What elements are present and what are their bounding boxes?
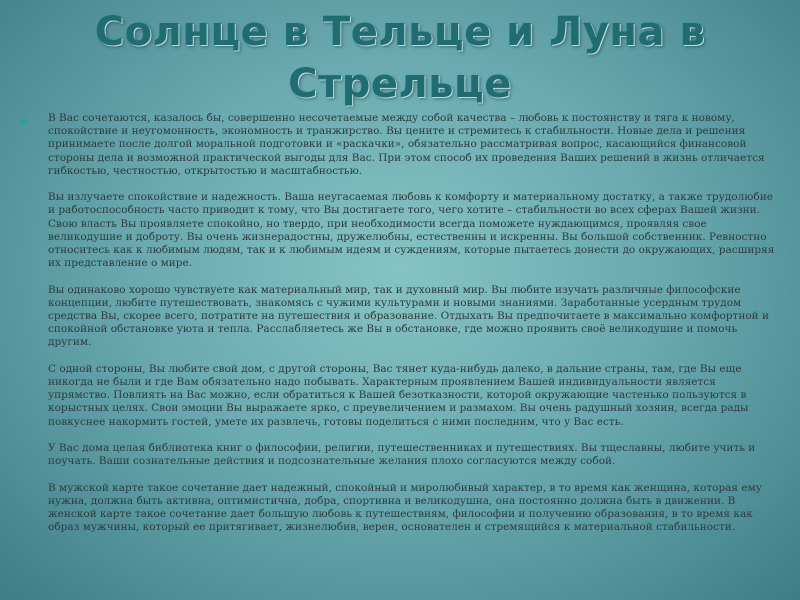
bullet-dot-icon: [20, 118, 27, 125]
paragraph: С одной стороны, Вы любите свой дом, с другой стороны, Вас тянет куда-нибудь далеко, в дальние страны, там, где Вы еще никогда не были и где Вам обязательно надо побывать. Характерным проявлением Вашей индивидуальности является упрямство. Повлиять на Вас можно, если обратиться к Вашей безотказности, которой окружающие частенько пользуются в корыстных целях. Свои эмоции Вы выражаете ярко, с преувеличением и размахом. Вы очень радушный хозяин, всегда рады повкуснее накормить гостей, умете их развлечь, готовы поделиться с ними последним, что у Вас есть.: [48, 362, 749, 428]
paragraph: В мужской карте такое сочетание дает надежный, спокойный и миролюбивый характер, в то время как женщина, которая ему нужна, должна быть активна, оптимистична, добра, спортивна и великодушна, она постоянно должна быть в движении. В женской карте такое сочетание дает большую любовь к путешествиям, философии и получению образования, в то время как образ мужчины, который ее притягивает, жизнелюбив, верен, основателен и стремящийся к материальной стабильности.: [48, 481, 762, 534]
slide-title: Солнце в Тельце и Луна в Стрельце: [94, 9, 706, 107]
paragraph: Вы одинаково хорошо чувствуете как материальный мир, так и духовный мир. Вы любите изучать различные философские концепции, любите путешествовать, знакомясь с чужими культурами и новыми знаниями. Заработанные усердным трудом средства Вы, скорее всего, потратите на путешествия и образование. Отдыхать Вы предпочитаете в максимально комфортной и спокойной обстановке уюта и тепла. Расслабляетесь же Вы в обстановке, где можно проявить своё великодушие и помочь другим.: [48, 283, 770, 349]
slide-body: [48, 112, 780, 548]
paragraph: У Вас дома целая библиотека книг о философии, религии, путешественниках и путешествиях. Вы тщеславны, любите учить и поучать. Ваши сознательные действия и подсознательные желания плохо согласуются между собой.: [48, 442, 756, 468]
paragraph: Вы излучаете спокойствие и надежность. Ваша неугасаемая любовь к комфорту и материальному достатку, а также трудолюбие и работоспособность часто приводит к тому, что Вы достигаете того, чего хотите – стабильности во всех сферах Вашей жизни. Свою власть Вы проявляете спокойно, но твердо, при необходимости всегда поможете нуждающимся, проявляя свое великодушие и доброту. Вы очень жизнерадостны, дружелюбны, естественны и искренны. Вы большой собственник. Ревностно относитесь как к любимым людям, так и к любимым идеям и суждениям, которые пытаетесь донести до окружающих, расширяя их представление о мире.: [48, 191, 775, 270]
paragraph: В Вас сочетаются, казалось бы, совершенно несочетаемые между собой качества – любовь к постоянству и тяга к новому, спокойствие и неугомонность, экономность и транжирство. Вы цените и стремитесь к стабильности. Новые дела и решения принимаете после долгой моральной подготовки и «раскачки», обязательно рассматривая вопрос, касающийся финансовой стороны дела и возможной практической выгоды для Вас. При этом способ их проведения Ваших решений в жизнь отличается гибкостью, честностью, открытостью и масштабностью.: [48, 112, 765, 177]
